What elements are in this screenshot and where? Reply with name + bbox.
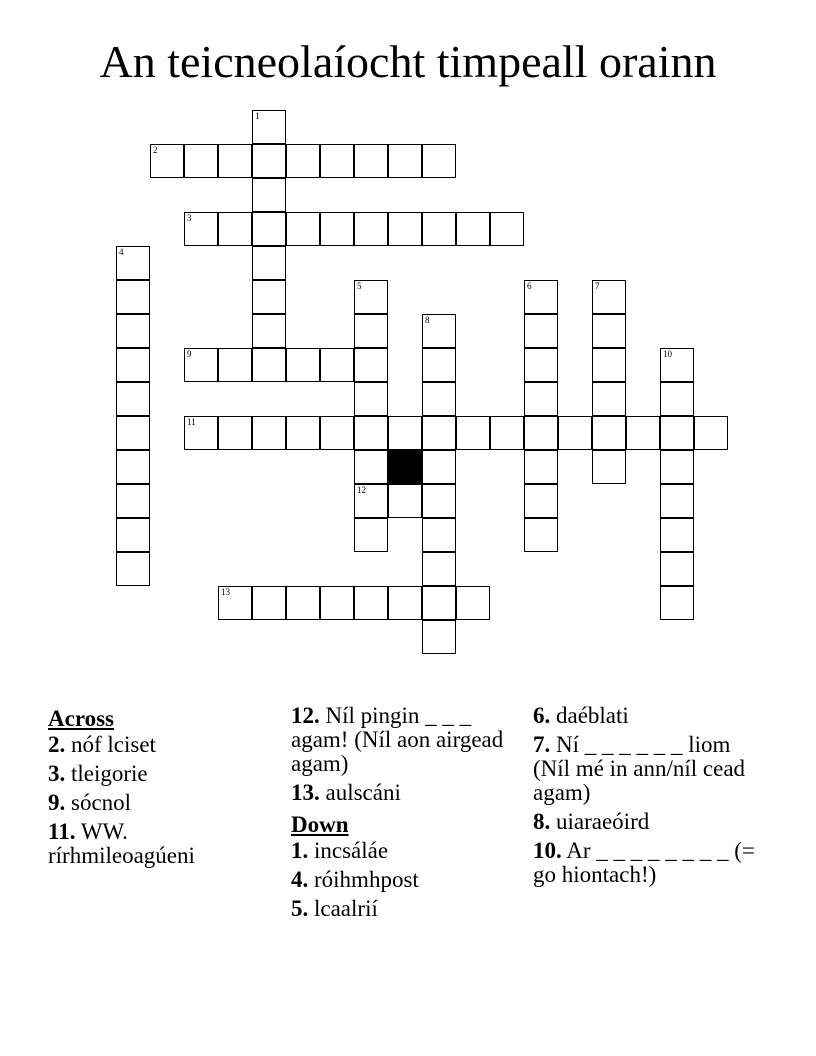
grid-cell[interactable] (252, 314, 286, 348)
grid-cell[interactable] (524, 280, 558, 314)
grid-cell[interactable] (422, 382, 456, 416)
grid-cell[interactable] (286, 144, 320, 178)
clue-number: 3. (48, 761, 66, 786)
grid-cell[interactable] (218, 144, 252, 178)
down-clue (533, 704, 758, 728)
grid-cell[interactable] (456, 586, 490, 620)
grid-cell[interactable] (660, 416, 694, 450)
grid-cell[interactable] (456, 212, 490, 246)
clue-number: 2. (48, 732, 66, 757)
grid-cell[interactable] (422, 416, 456, 450)
grid-cell[interactable] (320, 586, 354, 620)
grid-cell[interactable] (592, 450, 626, 484)
grid-cell[interactable] (422, 484, 456, 518)
grid-cell[interactable] (116, 416, 150, 450)
clue-text: daéblati (550, 703, 629, 728)
clue-number: 7. (533, 732, 551, 757)
down-clue (291, 897, 516, 921)
clue-number: 12. (291, 703, 320, 728)
clues-column-3 (533, 704, 758, 892)
grid-cell[interactable] (422, 212, 456, 246)
grid-cell[interactable] (524, 416, 558, 450)
grid-cell[interactable] (422, 314, 456, 348)
down-clue (533, 839, 758, 887)
grid-cell[interactable] (116, 552, 150, 586)
puzzle-title: An teicneolaíocht timpeall orainn (99, 36, 717, 87)
grid-cell[interactable] (354, 450, 388, 484)
clue-number: 13 (221, 587, 230, 597)
clue-number: 5 (357, 281, 362, 291)
down-clue (533, 733, 758, 805)
grid-cell[interactable] (286, 416, 320, 450)
grid-cell[interactable] (116, 382, 150, 416)
clue-number: 6. (533, 703, 551, 728)
clue-number: 8 (425, 315, 430, 325)
grid-cell[interactable] (660, 586, 694, 620)
clue-number: 5. (291, 896, 309, 921)
grid-cell[interactable] (252, 212, 286, 246)
grid-cell[interactable] (252, 144, 286, 178)
clue-number: 11 (187, 417, 196, 427)
clue-number: 7 (595, 281, 600, 291)
grid-cell[interactable] (456, 416, 490, 450)
grid-cell[interactable] (252, 280, 286, 314)
clue-text: lcaalrií (308, 896, 378, 921)
grid-cell[interactable] (660, 518, 694, 552)
clue-number: 10. (533, 838, 562, 863)
grid-cell[interactable] (286, 586, 320, 620)
grid-cell[interactable] (388, 484, 422, 518)
clue-text: uiaraeóird (550, 809, 650, 834)
grid-cell[interactable] (354, 586, 388, 620)
clue-number: 9. (48, 790, 66, 815)
clue-text: Ar _ _ _ _ _ _ _ _ (= go hiontach!) (533, 838, 755, 887)
down-clue (291, 868, 516, 892)
grid-cell[interactable] (218, 586, 252, 620)
clue-text: nóf lciset (65, 732, 156, 757)
grid-cell[interactable] (116, 484, 150, 518)
clue-text: Níl pingin _ _ _ agam! (Níl aon airgead agam) (291, 703, 504, 776)
grid-cell[interactable] (252, 246, 286, 280)
across-clue (48, 762, 273, 786)
clue-number: 11. (48, 819, 76, 844)
grid-cell[interactable] (422, 552, 456, 586)
grid-cell[interactable] (116, 348, 150, 382)
grid-cell[interactable] (524, 518, 558, 552)
grid-cell[interactable] (354, 280, 388, 314)
grid-cell[interactable] (524, 382, 558, 416)
across-heading: Across (48, 706, 115, 731)
grid-cell[interactable] (422, 518, 456, 552)
grid-cell[interactable] (422, 348, 456, 382)
clue-text: aulscáni (319, 780, 401, 805)
grid-cell[interactable] (116, 314, 150, 348)
grid-cell[interactable] (354, 212, 388, 246)
grid-cell[interactable] (184, 416, 218, 450)
grid-cell[interactable] (524, 484, 558, 518)
clue-number: 13. (291, 780, 320, 805)
grid-cell[interactable] (150, 144, 184, 178)
grid-cell[interactable] (252, 586, 286, 620)
grid-cell[interactable] (388, 416, 422, 450)
grid-cell[interactable] (524, 450, 558, 484)
grid-cell[interactable] (354, 382, 388, 416)
clues-column-1 (48, 704, 273, 873)
grid-cell[interactable] (252, 416, 286, 450)
clue-number: 12 (357, 485, 366, 495)
clue-number: 6 (527, 281, 532, 291)
black-square (388, 450, 422, 484)
grid-cell[interactable] (354, 484, 388, 518)
grid-cell[interactable] (252, 110, 286, 144)
grid-cell[interactable] (116, 450, 150, 484)
down-heading: Down (291, 812, 349, 837)
across-clue (291, 781, 516, 805)
grid-cell[interactable] (218, 348, 252, 382)
grid-cell[interactable] (694, 416, 728, 450)
down-clue (533, 810, 758, 834)
grid-cell[interactable] (218, 416, 252, 450)
clue-number: 2 (153, 145, 158, 155)
across-clue (48, 791, 273, 815)
clue-number: 10 (663, 349, 672, 359)
grid-cell[interactable] (388, 586, 422, 620)
grid-cell[interactable] (660, 552, 694, 586)
clue-text: róihmhpost (308, 867, 419, 892)
grid-cell[interactable] (320, 348, 354, 382)
across-clue (48, 820, 273, 868)
grid-cell[interactable] (592, 382, 626, 416)
clue-number: 4. (291, 867, 309, 892)
clue-text: WW. rírhmileoagúeni (48, 819, 195, 868)
grid-cell[interactable] (354, 314, 388, 348)
grid-cell[interactable] (184, 348, 218, 382)
clue-text: sócnol (65, 790, 132, 815)
grid-cell[interactable] (252, 178, 286, 212)
grid-cell[interactable] (490, 416, 524, 450)
clue-number: 1. (291, 838, 309, 863)
grid-cell[interactable] (252, 348, 286, 382)
grid-cell[interactable] (626, 416, 660, 450)
grid-cell[interactable] (116, 280, 150, 314)
across-clue (48, 733, 273, 757)
grid-cell[interactable] (354, 348, 388, 382)
grid-cell[interactable] (490, 212, 524, 246)
grid-cell[interactable] (660, 450, 694, 484)
grid-cell[interactable] (388, 212, 422, 246)
grid-cell[interactable] (320, 416, 354, 450)
grid-cell[interactable] (592, 416, 626, 450)
clue-number: 4 (119, 247, 124, 257)
grid-cell[interactable] (116, 518, 150, 552)
grid-cell[interactable] (184, 144, 218, 178)
clues-column-2 (291, 704, 516, 926)
grid-cell[interactable] (286, 212, 320, 246)
grid-cell[interactable] (660, 484, 694, 518)
grid-cell[interactable] (524, 348, 558, 382)
grid-cell[interactable] (320, 144, 354, 178)
grid-cell[interactable] (422, 144, 456, 178)
grid-cell[interactable] (354, 416, 388, 450)
grid-cell[interactable] (660, 382, 694, 416)
across-clue (291, 704, 516, 776)
grid-cell[interactable] (422, 450, 456, 484)
grid-cell[interactable] (660, 348, 694, 382)
grid-cell[interactable] (592, 348, 626, 382)
down-clue (291, 839, 516, 863)
grid-cell[interactable] (592, 280, 626, 314)
grid-cell[interactable] (320, 212, 354, 246)
grid-cell[interactable] (388, 144, 422, 178)
grid-cell[interactable] (422, 586, 456, 620)
clue-text: incsáláe (308, 838, 389, 863)
clue-number: 1 (255, 111, 260, 121)
grid-cell[interactable] (524, 314, 558, 348)
clue-number: 9 (187, 349, 192, 359)
grid-cell[interactable] (286, 348, 320, 382)
grid-cell[interactable] (184, 212, 218, 246)
clue-number: 8. (533, 809, 551, 834)
grid-cell[interactable] (558, 416, 592, 450)
grid-cell[interactable] (422, 620, 456, 654)
grid-cell[interactable] (116, 246, 150, 280)
grid-cell[interactable] (218, 212, 252, 246)
clue-number: 3 (187, 213, 192, 223)
grid-cell[interactable] (354, 144, 388, 178)
clue-text: tleigorie (65, 761, 148, 786)
grid-cell[interactable] (592, 314, 626, 348)
grid-cell[interactable] (354, 518, 388, 552)
clue-text: Ní _ _ _ _ _ _ liom (Níl mé in ann/níl cead agam) (533, 732, 746, 805)
